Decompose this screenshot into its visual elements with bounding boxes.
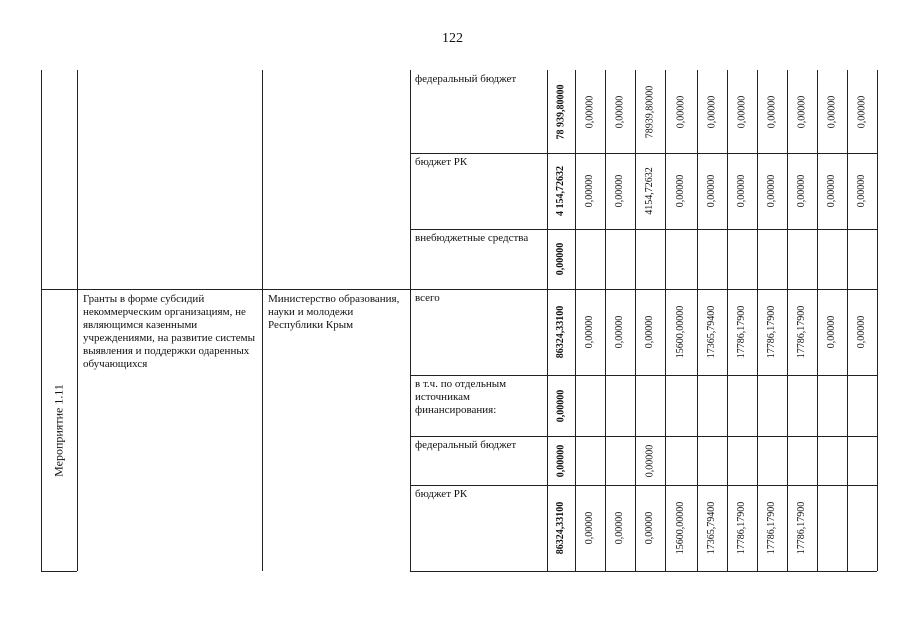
column-divider <box>665 70 666 571</box>
total-value: 86324,33100 <box>555 305 566 359</box>
row-divider <box>410 375 877 376</box>
row-divider <box>410 153 877 154</box>
year-value: 15600,00000 <box>675 501 686 555</box>
column-divider <box>817 70 818 571</box>
year-value: 0,00000 <box>614 95 625 128</box>
year-value: 17786,17900 <box>766 305 777 359</box>
year-value: 17786,17900 <box>766 501 777 555</box>
year-value: 0,00000 <box>644 511 655 545</box>
year-value: 0,00000 <box>826 315 837 349</box>
year-value: 0,00000 <box>644 444 655 477</box>
year-value: 0,00000 <box>766 95 777 128</box>
year-value: 0,00000 <box>796 174 807 208</box>
year-value: 0,00000 <box>584 315 595 349</box>
event-label: Мероприятие 1.11 <box>51 384 66 477</box>
total-value: 0,00000 <box>555 444 566 477</box>
column-divider <box>787 70 788 571</box>
total-value: 86324,33100 <box>555 501 566 555</box>
event-description: Гранты в форме субсидий некоммерческим организациям, не являющимся казенными учреждениями, на развитие системы выявления и поддержки одаренных обучающихся <box>83 293 256 370</box>
year-value: 17786,17900 <box>796 305 807 359</box>
year-value: 0,00000 <box>826 174 837 208</box>
column-divider <box>547 70 548 571</box>
year-value: 0,00000 <box>614 511 625 545</box>
column-divider <box>877 70 878 571</box>
row-divider <box>410 485 877 486</box>
year-value: 0,00000 <box>706 95 717 128</box>
year-value: 0,00000 <box>706 174 717 208</box>
year-value: 0,00000 <box>644 315 655 349</box>
year-value: 0,00000 <box>736 174 747 208</box>
year-value: 0,00000 <box>736 95 747 128</box>
year-value: 0,00000 <box>584 95 595 128</box>
year-value: 17365,79400 <box>706 305 717 359</box>
source-label: всего <box>415 292 440 304</box>
total-value: 4 154,72632 <box>555 166 566 216</box>
row-divider <box>41 571 77 572</box>
year-value: 0,00000 <box>856 174 867 208</box>
column-divider <box>575 70 576 571</box>
year-value: 17786,17900 <box>736 501 747 555</box>
source-label: федеральный бюджет <box>415 73 517 85</box>
page-number: 122 <box>442 31 463 46</box>
source-label: бюджет РК <box>415 488 468 500</box>
year-value: 15600,00000 <box>675 305 686 359</box>
column-divider <box>77 70 78 571</box>
total-value: 78 939,80000 <box>555 84 566 139</box>
column-divider <box>727 70 728 571</box>
column-divider <box>605 70 606 571</box>
year-value: 4154,72632 <box>644 167 655 215</box>
column-divider <box>847 70 848 571</box>
row-divider <box>410 436 877 437</box>
year-value: 0,00000 <box>675 174 686 208</box>
year-value: 0,00000 <box>826 95 837 128</box>
year-value: 0,00000 <box>856 95 867 128</box>
year-value: 0,00000 <box>614 315 625 349</box>
table-border-left <box>41 70 42 571</box>
year-value: 0,00000 <box>584 174 595 208</box>
year-value: 0,00000 <box>766 174 777 208</box>
year-value: 17786,17900 <box>796 501 807 555</box>
row-divider <box>41 289 877 290</box>
source-label: бюджет РК <box>415 156 468 168</box>
year-value: 0,00000 <box>856 315 867 349</box>
source-label: федеральный бюджет <box>415 439 517 451</box>
source-label: внебюджетные средства <box>415 232 529 244</box>
row-divider <box>410 571 877 572</box>
column-divider <box>262 70 263 571</box>
executor: Министерство образования, науки и молодежи Республики Крым <box>268 293 400 331</box>
year-value: 0,00000 <box>675 95 686 128</box>
column-divider <box>410 70 411 571</box>
total-value: 0,00000 <box>555 389 566 422</box>
year-value: 0,00000 <box>584 511 595 545</box>
year-value: 17786,17900 <box>736 305 747 359</box>
row-divider <box>410 229 877 230</box>
year-value: 78939,80000 <box>644 85 655 138</box>
source-label: в т.ч. по отдельным источникам финансирования: <box>415 378 507 416</box>
year-value: 0,00000 <box>614 174 625 208</box>
year-value: 0,00000 <box>796 95 807 128</box>
total-value: 0,00000 <box>555 242 566 276</box>
column-divider <box>697 70 698 571</box>
column-divider <box>635 70 636 571</box>
column-divider <box>757 70 758 571</box>
year-value: 17365,79400 <box>706 501 717 555</box>
